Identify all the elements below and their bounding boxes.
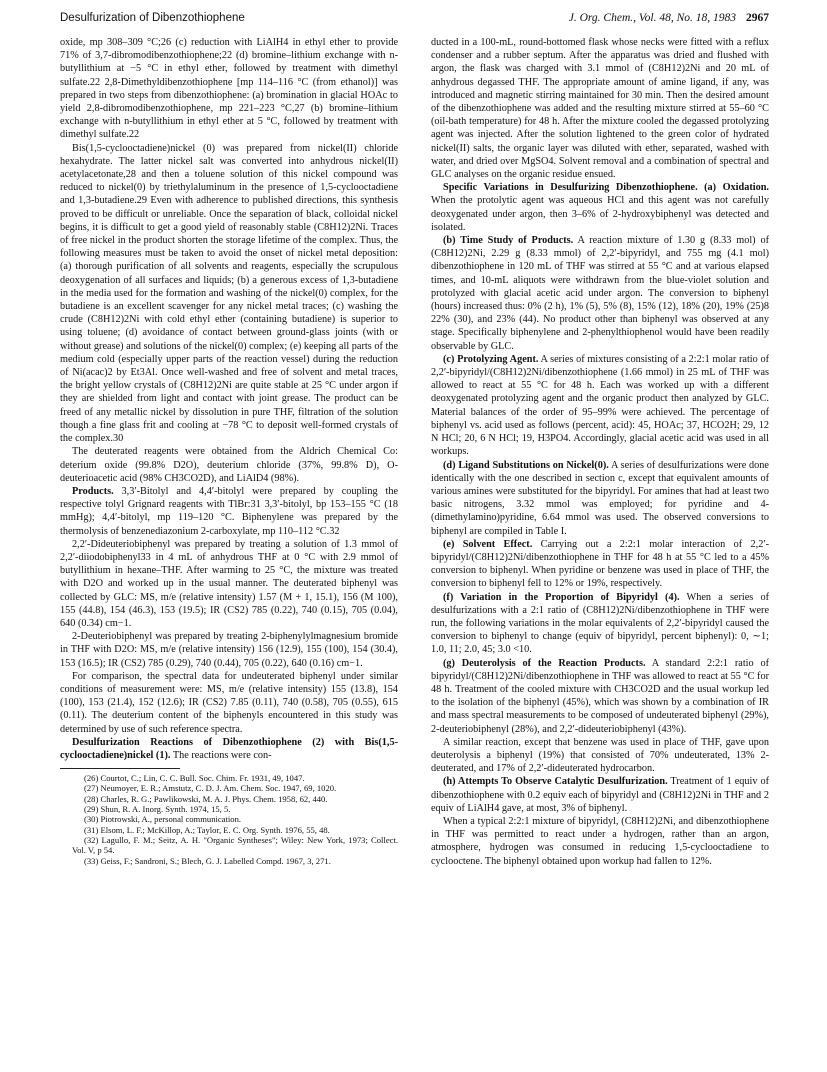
- paragraph-text: When the protolytic agent was aqueous HCl and this agent was not carefully deoxygenated under argon, then 3–6% of 2-hydroxybiphenyl was detected and isolated.: [431, 195, 769, 233]
- paragraph-text: Treatment of 1 equiv of dibenzothiophene with 0.2 equiv each of bipyridyl and (C8H12)2Ni in THF and 2 equiv of LiAlH4 gave, at most, 3% of biphenyl.: [431, 776, 769, 814]
- footnote: (31) Elsom, L. F.; McKillop, A.; Taylor, E. C. Org. Synth. 1976, 55, 48.: [84, 824, 330, 835]
- paragraph-text: A standard 2:2:1 ratio of bipyridyl/(C8H12)2Ni/dibenzothiophene in THF was allowed to react at 55 °C for 48 h. Treatment of the cooled mixture with CH3CO2D and the usual workup led to the isolation of the biphenyl (45%), which was shown by a combination of IR and mass spectral measurements to be composed of undeuterated biphenyl (29%), 2-deuteriobiphenyl (28%), and 2,2′-dideuteriobiphenyl (43%).: [431, 657, 770, 735]
- section-heading: Desulfurization Reactions of Dibenzothiophene (2) with Bis(1,5-cyclooctadiene)nickel (1).: [60, 736, 398, 761]
- paragraph: [431, 234, 769, 353]
- paragraph-text: A series of desulfurizations were done identically with the one described in section c, except that equivalent amounts of various amines were substituted for the bipyridyl. For amines that had at least two basic nitrogens, 3.32 mmol was employed; for pyridine and 4-(dimethylamino)pyridine, 6.64 mmol was used. The observed conversions to biphenyl are compiled in Table I.: [431, 459, 769, 537]
- section-heading: (c) Protolyzing Agent.: [443, 353, 539, 365]
- journal-citation-block: [569, 12, 769, 24]
- left-column: [60, 36, 398, 866]
- paragraph: A similar reaction, except that benzene was used in place of THF, gave upon deuterolysis a biphenyl (19%) that consisted of 70% undeuterated, 13% 2-deuterated, and 17% of 2,2′-dideuterated hydrocarbon.: [431, 736, 769, 775]
- paragraph-text: When a series of desulfurizations with a 2:1 ratio of (C8H12)2Ni/dibenzothiophene in THF were run, the following variations in the molar equivalents of 2,2′-bipyridyl caused the conversion to biphenyl to change (equiv of bipyridyl, percent biphenyl): 0, ∼1; 1.0, 11; 2.0, 45; 3.0 <10.: [431, 591, 769, 656]
- paragraph: oxide, mp 308–309 °C;26 (c) reduction with LiAlH4 in ethyl ether to provide 71% of 3,7-dibromodibenzothiophene;22 (d) bromine–lithium exchange with n-butyllithium at −5 °C in ethyl ether, followed by treatment with dimethyl sulfate.22 2,8-Dimethyldibenzothiophene [mp 114–116 °C (from ethanol)] was prepared in two steps from dibenzothiophene: (a) bromination in glacial HOAc to yield 2,8-dibromodibenzothiophene, mp 221–223 °C,27 (b) bromine–lithium exchange with n-butyllithium in ethyl ether at 5 °C, followed by treatment with dimethyl sulfate.22: [60, 37, 398, 141]
- footnote: (32) Lagullo, F. M.; Seitz, A. H. "Organic Syntheses"; Wiley: New York, 1973; Collect. Vol. V, p 54.: [72, 834, 398, 856]
- paragraph-text: A series of mixtures consisting of a 2:2:1 molar ratio of 2,2′-bipyridyl/(C8H12)2Ni/dibenzothiophene (1.66 mmol) in 25 mL of THF was allowed to react at 55 °C for 48 h. Each was worked up with a different deoxygenated protolyzing agent and the organic product then analyzed by GLC. Material balances of the order of 95–99% were achieved. The percentage of biphenyl vs. acid used as follows (percent, acid): 45, HOAc; 37, HCO2H; 29, 12 N HCl; 20, 6 N HCl; 19, H3PO4. Accordingly, glacial acetic acid was used in all workups.: [431, 353, 769, 458]
- footnote: (30) Piotrowski, A., personal communication.: [84, 814, 242, 825]
- paragraph: The deuterated reagents were obtained from the Aldrich Chemical Co: deterium oxide (99.8% D2O), deuterium chloride (37%, 99.8% D), O-deuterioacetic acid (98% CH3CO2D), and LiAlD4 (98%).: [60, 446, 398, 484]
- running-title: Desulfurization of Dibenzothiophene: [60, 12, 245, 24]
- paragraph-text: Carrying out a 2:2:1 molar interaction of 2,2′-bipyridyl/(C8H12)2Ni/dibenzothiophene in THF for 48 h at 55 °C led to a 45% conversion to biphenyl. When pyridine or benzene was used in place of THF, the conversion to biphenyl fell to 12% or 19%, respectively.: [431, 538, 769, 590]
- paragraph-text: The reactions were con-: [170, 749, 272, 761]
- paragraph: [431, 181, 769, 234]
- section-heading: (h) Attempts To Observe Catalytic Desulfurization.: [443, 776, 668, 788]
- section-heading: (e) Solvent Effect.: [443, 538, 533, 550]
- paragraph: [431, 775, 769, 815]
- footnote: (33) Geiss, F.; Sandroni, S.; Blech, G. J. Labelled Compd. 1967, 3, 271.: [84, 855, 331, 866]
- footnote: (26) Courtot, C.; Lin, C. C. Bull. Soc. Chim. Fr. 1931, 49, 1047.: [84, 773, 305, 784]
- paragraph: Bis(1,5-cyclooctadiene)nickel (0) was prepared from nickel(II) chloride hexahydrate. The latter nickel salt was converted into anhydrous nickel(II) acetylacetonate,28 and then a toluene solution of this nickel compound was reduced to nickel(0) by triethylaluminum in the presence of 1,5-cyclooctadiene and 1,3-butadiene.29 Even with adherence to published directions, this synthesis proved to be difficult or unreliable. Once the separation of black, colloidal nickel begins, it is difficult to get a good yield of reasonably stable (C8H12)2Ni. Traces of free nickel in the product shorten the storage lifetime of the complex. Thus, the following measures must be taken to avoid the onset of nickel metal deposition: (a) thorough purification of all solvents and reagents, especially the scrupulous deoxygenation of all surfaces and liquids; (b) a generous excess of 1,3-butadiene in the media used for the formation and washing of the nickel(0) complex, for the butadiene is an excellent scavenger for any nickel metal traces; (c) washing the crude (C8H12)2Ni with cold ethyl ether (containing butadiene) is superior to using toluene; (d) avoidance of contact between ground-glass joints (with or without grease) and solutions of the nickel(0) complex; (e) keeping all parts of the medium cold (especially upper parts of the reaction vessel) during the reduction of Ni(acac)2 by Et3Al. Once well-washed and free of solvent and metal traces, the bright yellow crystals of (C8H12)2Ni are quite stable at 25 °C under argon if they are shielded from light and contact with joint grease. The product can be freed of any metallic nickel by dissolution in pure THF, filtration of the solution though a fine glass frit and cooling at −78 °C to deposit well-formed crystals of the complex.30: [60, 142, 398, 445]
- right-column: [431, 36, 769, 868]
- footnote: (28) Charles, R. G.; Pawlikowski, M. A. J. Phys. Chem. 1958, 62, 440.: [84, 793, 328, 804]
- paragraph: 2-Deuteriobiphenyl was prepared by treating 2-biphenylylmagnesium bromide in THF with D2O: MS, m/e (relative intensity) 156 (12.9), 155 (100), 154 (30.4), 153 (16.5); IR (CS2) 785 (0.29), 740 (0.44), 705 (0.22), 640 (0.16) cm−1.: [60, 631, 398, 669]
- paragraph: [431, 657, 769, 736]
- footnote: (29) Shun, R. A. Inorg. Synth. 1974, 15, 5.: [84, 804, 231, 815]
- paragraph-text: 3,3′-Bitolyl and 4,4′-bitolyl were prepared by coupling the respective tolyl Grignard reagents with TlBr:31 3,3′-bitolyl, bp 153–155 °C (18 mmHg); 4,4′-bitolyl, mp 119–120 °C. Biphenylene was prepared by the thermolysis of benzenediazonium 2-carboxylate, mp 110–112 °C.32: [60, 485, 398, 537]
- paragraph: ducted in a 100-mL, round-bottomed flask whose necks were fitted with a reflux condenser and a rubber septum. After the apparatus was dried and flushed with argon, the flask was charged with 3.1 mmol of (C8H12)2Ni and 20 mL of anhydrous degassed THF. The appropriate amount of amine ligand, if any, was introduced and magnetic stirring maintained for 30 min. Then the desired amount of the dibenzothiophene was added and the resulting mixture stirred at 55–60 °C (oil-bath temperature) for 48 h. After the mixture cooled the degassed protolyzing agent was injected. After the solution lightened to the green color of hydrated nickel(II) salts, the organic layer was diluted with ether, separated, washed with water, and dried over MgSO4. Solvent removal and a combination of spectral and GLC analyses on the organic residue ensued.: [431, 37, 769, 181]
- paragraph: For comparison, the spectral data for undeuterated biphenyl under similar conditions of measurement were: MS, m/e (relative intensity) 155 (13.8), 154 (100), 153 (21.4), 152 (12.6); IR (CS2) 7.85 (0.11), 740 (0.58), 705 (0.55), 615 (0.11). The deuterium content of the biphenyls encountered in this study was determined by use of such reference spectra.: [60, 670, 398, 735]
- paragraph: [431, 591, 769, 657]
- section-heading: (f) Variation in the Proportion of Bipyridyl (4).: [443, 591, 680, 603]
- section-heading: (d) Ligand Substitutions on Nickel(0).: [443, 459, 609, 471]
- page-number: 2967: [746, 12, 769, 24]
- paragraph: [431, 538, 769, 591]
- journal-citation: J. Org. Chem., Vol. 48, No. 18, 1983: [568, 12, 736, 24]
- section-heading: (b) Time Study of Products.: [443, 235, 574, 247]
- paragraph: [60, 485, 398, 538]
- paragraph: [60, 736, 398, 762]
- footnote: (27) Neumoyer, E. R.; Amstutz, C. D. J. Am. Chem. Soc. 1947, 69, 1020.: [84, 783, 337, 794]
- section-heading: Products.: [72, 485, 114, 497]
- paragraph: [431, 459, 769, 538]
- paragraph: [431, 353, 769, 459]
- paragraph: When a typical 2:2:1 mixture of bipyridyl, (C8H12)2Ni, and dibenzothiophene in THF was permitted to react under a hydrogen, rather than an argon, atmosphere, hydrogen was consumed in reducing 1,5-cyclooctadiene to cyclooctene. The biphenyl obtained upon workup had fallen to 12%.: [431, 815, 769, 867]
- paragraph-text: A reaction mixture of 1.30 g (8.33 mol) of (C8H12)2Ni, 2.29 g (8.33 mmol) of 2,2′-bipyridyl, and 755 mg (4.1 mol) dibenzothiophene in 120 mL of THF was stirred at 55 °C and at various elapsed times, and 10-mL aliquots were withdrawn from the blue-violet solution and protolyzed with glacial acetic acid under argon. The conversion to biphenyl (hours) increased thus: 0% (2 h), 1% (5), 5% (8), 15% (12), 18% (20), 19% (25)8 22% (30), and 23% (44). No product other than biphenyl was observed at any stage. Specifically biphenylene and 2-phenylthiophenol would have been readily observable by GLC.: [431, 235, 769, 352]
- section-heading: Specific Variations in Desulfurizing Dibenzothiophene. (a) Oxidation.: [443, 182, 769, 194]
- section-heading: (g) Deuterolysis of the Reaction Products.: [443, 657, 646, 669]
- paragraph: 2,2′-Dideuteriobiphenyl was prepared by treating a solution of 1.3 mmol of 2,2′-diiodobiphenyl33 in 4 mL of anhydrous THF at 0 °C with 2.9 mmol of butyllithium in hexane–THF. After warming to 25 °C, the mixture was treated with D2O and worked up in the usual manner. The deuterated biphenyl was collected by GLC: MS, m/e (relative intensity) 1.57 (M + 1, 15.1), 156 (M 100), 155 (44.8), 154 (46.3), 153 (19.5); IR (CS2) 785 (0.22), 740 (0.15), 705 (0.04), 640 (0.34) cm−1.: [60, 538, 398, 629]
- footnote-rule: [60, 768, 180, 769]
- running-header: [60, 12, 769, 30]
